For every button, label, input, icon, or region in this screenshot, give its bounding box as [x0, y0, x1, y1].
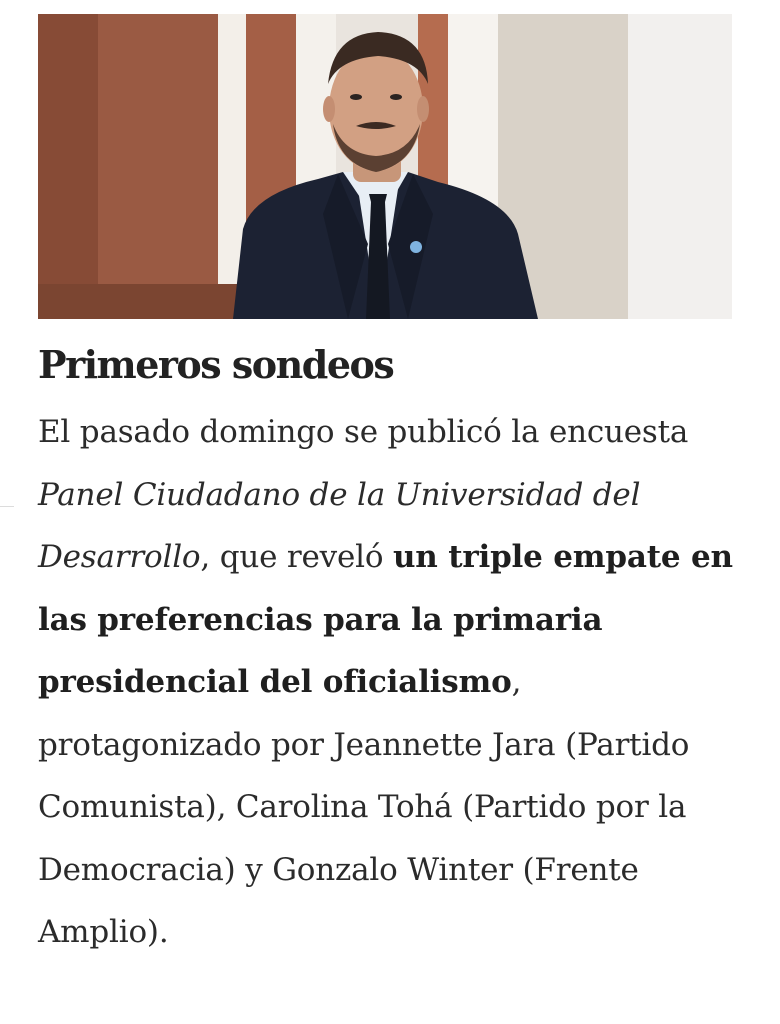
article-photo	[38, 14, 732, 319]
survey-name: Panel Ciudadano de la Universidad del Desarrollo	[38, 476, 641, 575]
highlighted-finding: un triple empate en las preferencias para la primaria presidencial del oficialismo	[38, 539, 733, 700]
article-paragraph	[38, 401, 748, 964]
paragraph-text: , que reveló	[200, 539, 393, 575]
man-in-suit-photo	[38, 14, 732, 319]
edge-divider	[0, 506, 14, 507]
article	[38, 14, 748, 964]
paragraph-text: El pasado domingo se publicó la encuesta	[38, 414, 689, 450]
paragraph-text: , protagonizado por Jeannette Jara (Partido Comunista), Carolina Tohá (Partido por la Democracia) y Gonzalo Winter (Frente Amplio).	[38, 664, 690, 950]
article-headline: Primeros sondeos	[38, 342, 394, 387]
